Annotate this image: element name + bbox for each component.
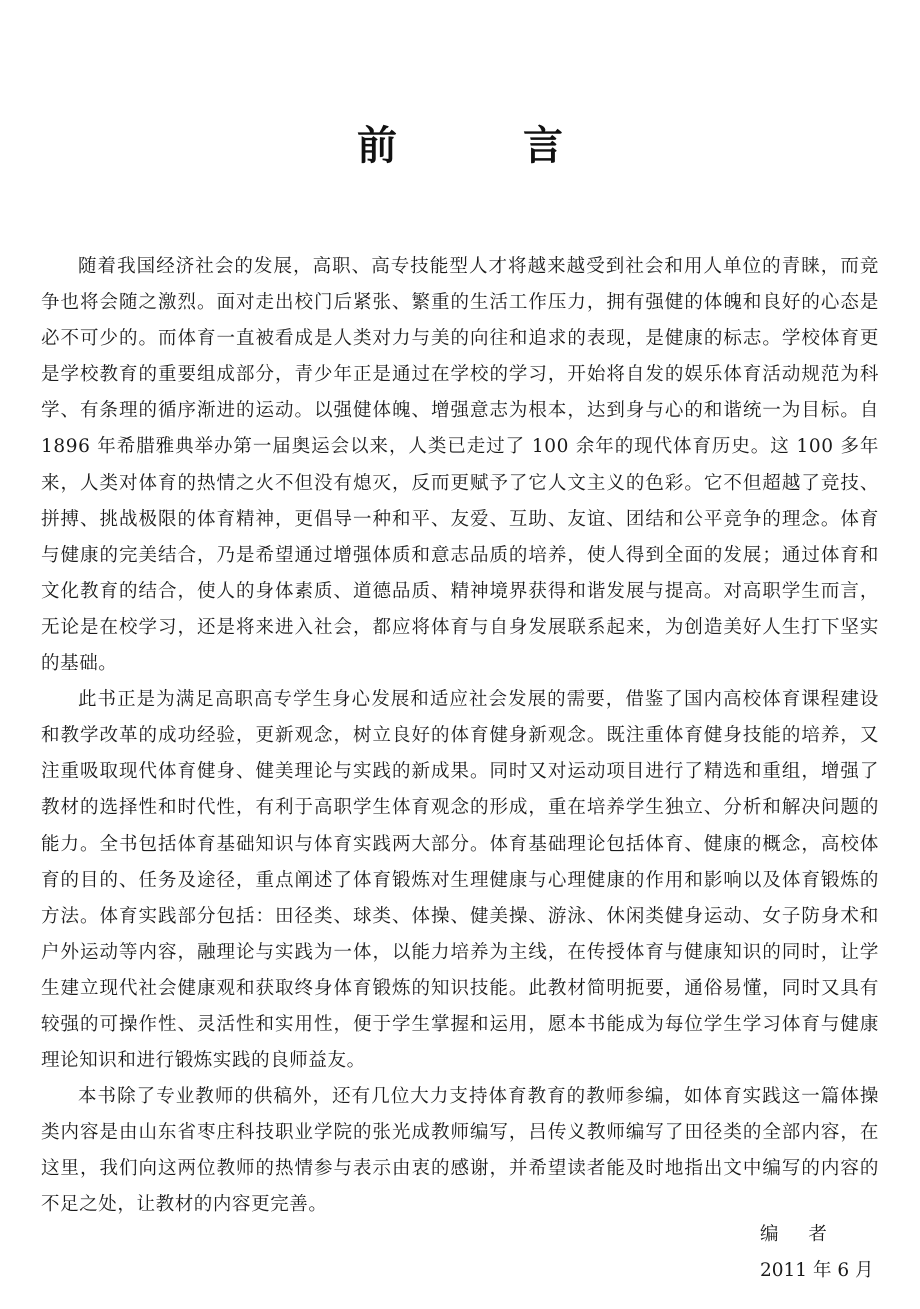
publication-date: 2011 年 6 月 (760, 1260, 874, 1281)
paragraph-2: 此书正是为满足高职高专学生身心发展和适应社会发展的需要，借鉴了国内高校体育课程建设和教学改革的成功经验，更新观念，树立良好的体育健身新观念。既注重体育健身技能的培养，又注重吸取现代体育健身、健美理论与实践的新成果。同时又对运动项目进行了精选和重组，增强了教材的选择性和时代性，有利于高职学生体育观念的形成，重在培养学生独立、分析和解决问题的能力。全书包括体育基础知识与体育实践两大部分。体育基础理论包括体育、健康的概念，高校体育的目的、任务及途径，重点阐述了体育锻炼对生理健康与心理健康的作用和影响以及体育锻炼的方法。体育实践部分包括：田径类、球类、体操、健美操、游泳、休闲类健身运动、女子防身术和户外运动等内容，融理论与实践为一体，以能力培养为主线，在传授体育与健康知识的同时，让学生建立现代社会健康观和获取终身体育锻炼的知识技能。此教材简明扼要，通俗易懂，同时又具有较强的可操作性、灵活性和实用性，便于学生掌握和运用，愿本书能成为每位学生学习体育与健康理论知识和进行锻炼实践的良师益友。 (41, 689, 879, 1072)
paragraph-1: 随着我国经济社会的发展，高职、高专技能型人才将越来越受到社会和用人单位的青睐，而竞争也将会随之激烈。面对走出校门后紧张、繁重的生活工作压力，拥有强健的体魄和良好的心态是必不可少的。而体育一直被看成是人类对力与美的向往和追求的表现，是健康的标志。学校体育更是学校教育的重要组成部分，青少年正是通过在学校的学习，开始将自发的娱乐体育活动规范为科学、有条理的循序渐进的运动。以强健体魄、增强意志为根本，达到身与心的和谐统一为目标。自 1896 年希腊雅典举办第一届奥运会以来，人类已走过了 100 余年的现代体育历史。这 100 多年来，人类对体育的热情之火不但没有熄灭，反而更赋予了它人文主义的色彩。它不但超越了竞技、拼搏、挑战极限的体育精神，更倡导一种和平、友爱、互助、友谊、团结和公平竞争的理念。体育与健康的完美结合，乃是希望通过增强体质和意志品质的培养，使人得到全面的发展；通过体育和文化教育的结合，使人的身体素质、道德品质、精神境界获得和谐发展与提高。对高职学生而言，无论是在校学习，还是将来进入社会，都应将体育与自身发展联系起来，为创造美好人生打下坚实的基础。 (41, 256, 879, 675)
author-signature: 编 者 (760, 1224, 839, 1245)
page-title: 前 言 (357, 123, 619, 169)
preface-body (41, 249, 879, 1224)
paragraph-3: 本书除了专业教师的供稿外，还有几位大力支持体育教育的教师参编，如体育实践这一篇体操类内容是由山东省枣庄科技职业学院的张光成教师编写，吕传义教师编写了田径类的全部内容，在这里，我们向这两位教师的热情参与表示由衷的感谢，并希望读者能及时地指出文中编写的内容的不足之处，让教材的内容更完善。 (41, 1086, 879, 1216)
